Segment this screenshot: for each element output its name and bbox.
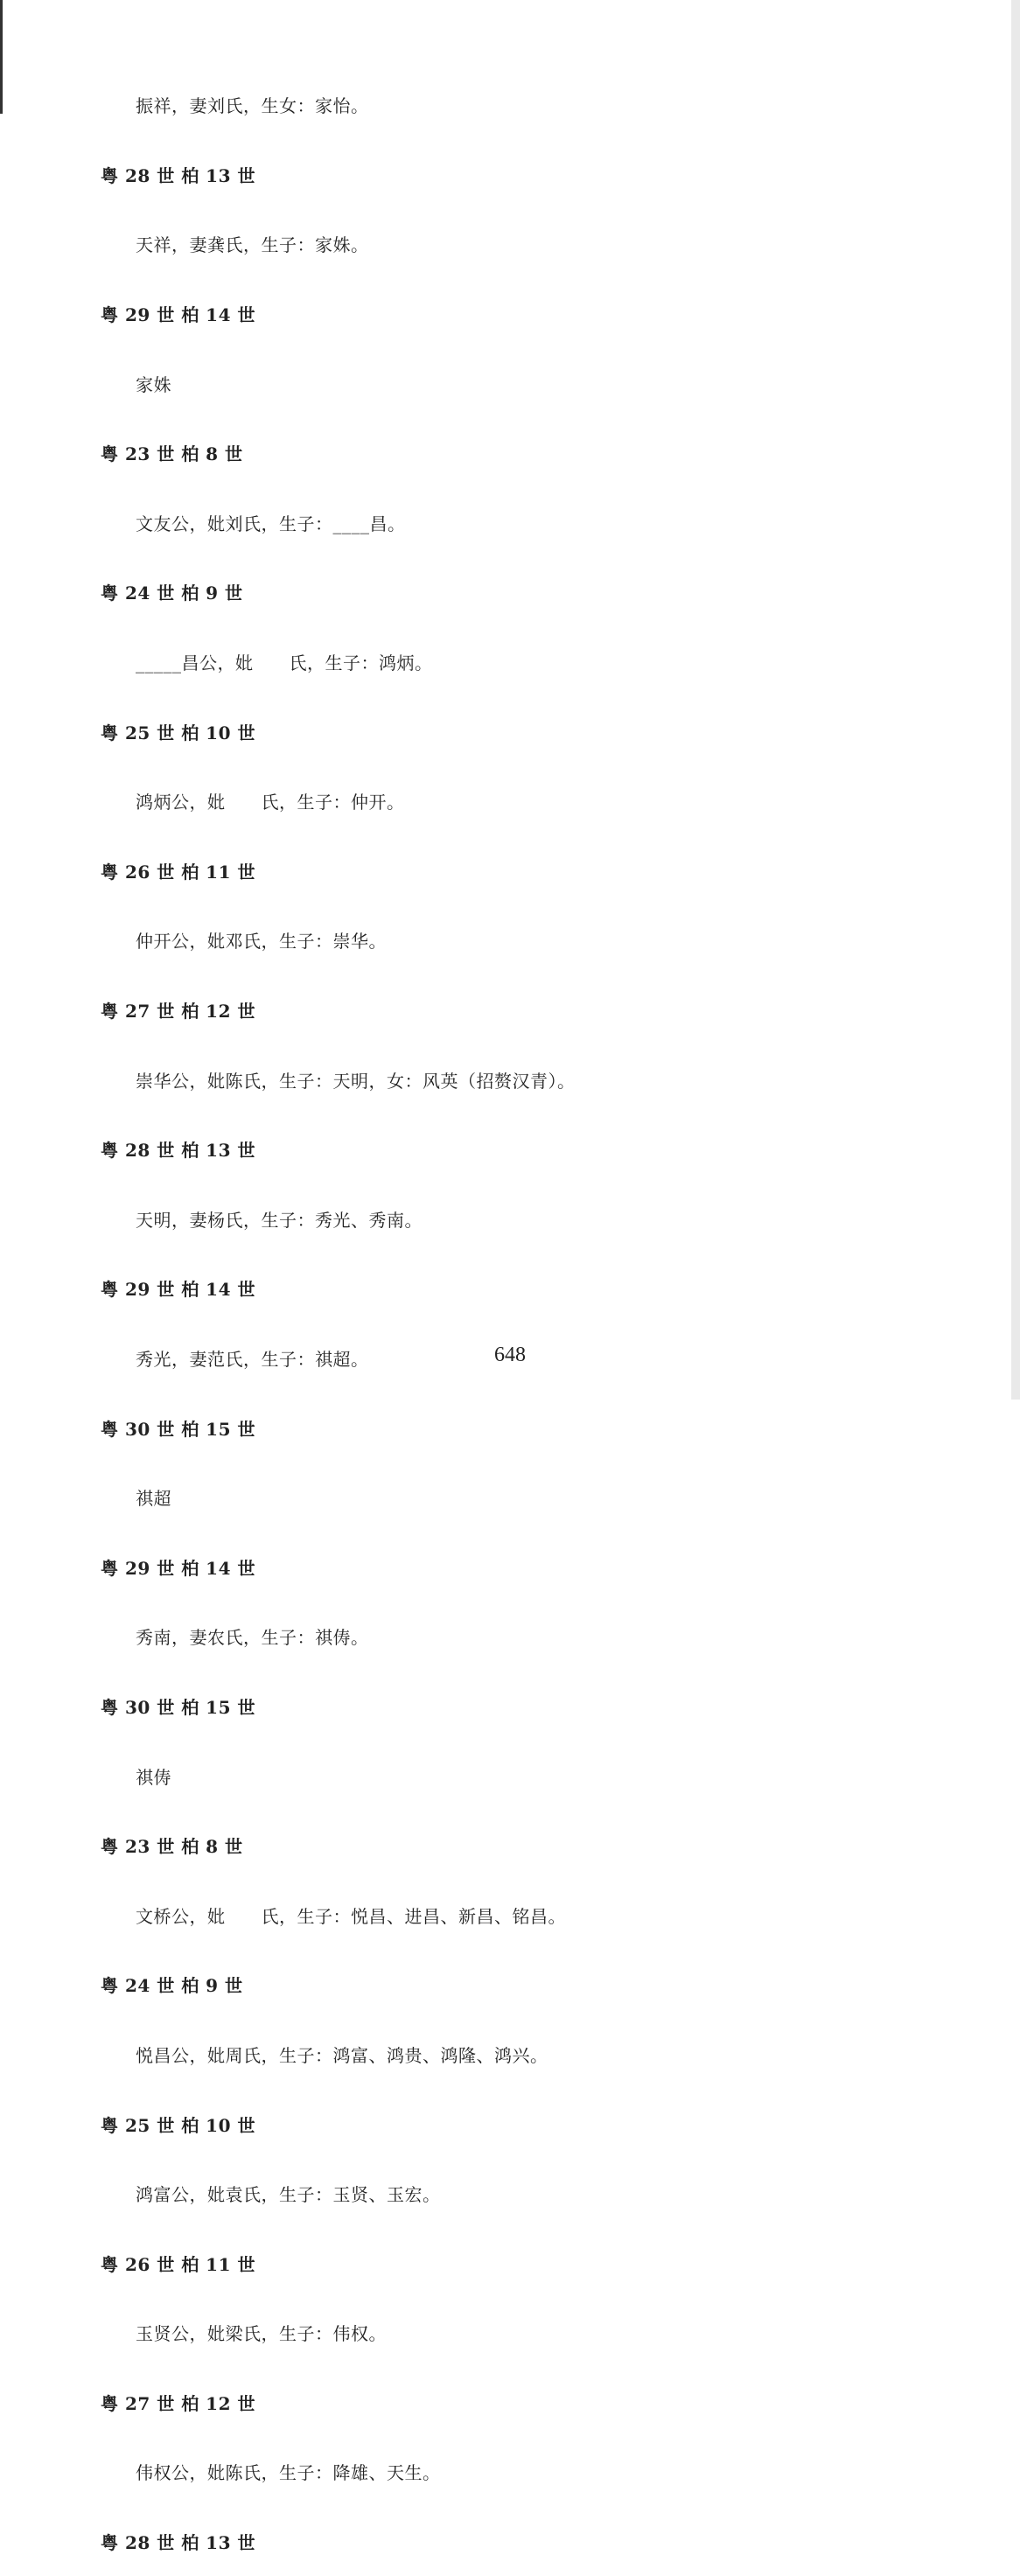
genealogy-entry: 振祥，妻刘氏，生女：家怡。 bbox=[136, 95, 369, 117]
generation-heading: 粤 24 世 柏 9 世 bbox=[101, 1975, 243, 1997]
genealogy-entry: 家姝 bbox=[136, 373, 171, 395]
generation-heading: 粤 23 世 柏 8 世 bbox=[101, 1836, 243, 1858]
generation-heading: 粤 29 世 柏 14 世 bbox=[101, 304, 255, 326]
genealogy-entry: 伟权公，妣陈氏，生子：降雄、天生。 bbox=[136, 2462, 441, 2484]
genealogy-entry: 玉贤公，妣梁氏，生子：伟权。 bbox=[136, 2323, 387, 2345]
genealogy-entry: 天明，妻杨氏，生子：秀光、秀南。 bbox=[136, 1209, 423, 1231]
genealogy-entry: 仲开公，妣邓氏，生子：崇华。 bbox=[136, 931, 387, 953]
genealogy-entry: 悦昌公，妣周氏，生子：鸿富、鸿贵、鸿隆、鸿兴。 bbox=[136, 2044, 548, 2066]
genealogy-list bbox=[0, 70, 1020, 2576]
generation-heading: 粤 28 世 柏 13 世 bbox=[101, 164, 255, 186]
genealogy-entry: 祺俦 bbox=[136, 1766, 171, 1788]
genealogy-entry: 秀南，妻农氏，生子：祺俦。 bbox=[136, 1627, 369, 1649]
generation-heading: 粤 27 世 柏 12 世 bbox=[101, 2392, 255, 2414]
genealogy-entry: 鸿富公，妣袁氏，生子：玉贤、玉宏。 bbox=[136, 2184, 441, 2206]
generation-heading: 粤 26 世 柏 11 世 bbox=[101, 2253, 255, 2275]
page-number: 648 bbox=[494, 1344, 526, 1366]
generation-heading: 粤 24 世 柏 9 世 bbox=[101, 583, 243, 604]
genealogy-entry: 文桥公，妣 氏，生子：悦昌、进昌、新昌、铭昌。 bbox=[136, 1905, 566, 1927]
genealogy-entry: 文友公，妣刘氏，生子：____昌。 bbox=[136, 513, 406, 534]
genealogy-entry: 祺超 bbox=[136, 1488, 171, 1510]
generation-heading: 粤 23 世 柏 8 世 bbox=[101, 443, 243, 465]
generation-heading: 粤 29 世 柏 14 世 bbox=[101, 1557, 255, 1579]
generation-heading: 粤 25 世 柏 10 世 bbox=[101, 2114, 255, 2136]
genealogy-entry: 鸿炳公，妣 氏，生子：仲开。 bbox=[136, 792, 405, 813]
genealogy-entry: 秀光，妻范氏，生子：祺超。 bbox=[136, 1348, 369, 1370]
generation-heading: 粤 27 世 柏 12 世 bbox=[101, 1001, 255, 1023]
genealogy-entry: _____昌公，妣 氏，生子：鸿炳。 bbox=[136, 653, 433, 674]
generation-heading: 粤 25 世 柏 10 世 bbox=[101, 722, 255, 743]
generation-heading: 粤 26 世 柏 11 世 bbox=[101, 861, 255, 883]
genealogy-entry: 天祥，妻龚氏，生子：家姝。 bbox=[136, 234, 369, 256]
genealogy-entry: 崇华公，妣陈氏，生子：天明，女：风英（招赘汉青）。 bbox=[136, 1070, 576, 1092]
generation-heading: 粤 30 世 柏 15 世 bbox=[101, 1696, 255, 1718]
generation-heading: 粤 28 世 柏 13 世 bbox=[101, 1140, 255, 1162]
generation-heading: 粤 30 世 柏 15 世 bbox=[101, 1418, 255, 1440]
generation-heading: 粤 28 世 柏 13 世 bbox=[101, 2532, 255, 2554]
generation-heading: 粤 29 世 柏 14 世 bbox=[101, 1279, 255, 1301]
